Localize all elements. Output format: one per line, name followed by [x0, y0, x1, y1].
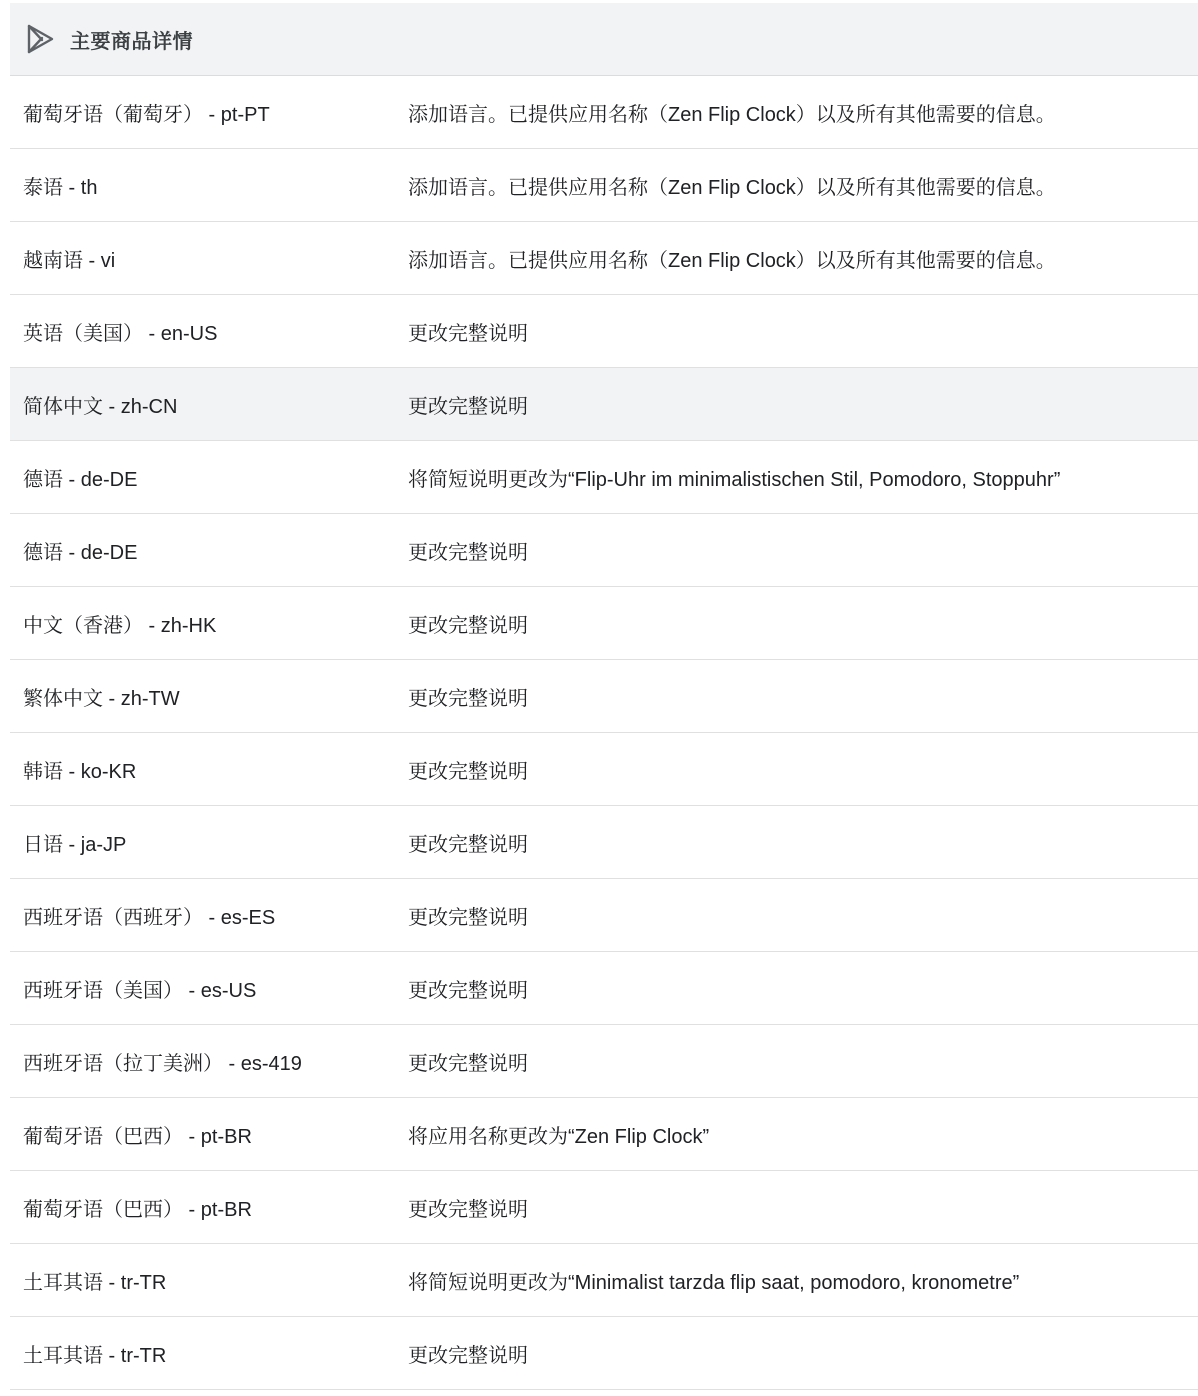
- change-cell: 更改完整说明: [408, 760, 528, 783]
- language-cell: 泰语 - th: [23, 176, 98, 199]
- language-cell: 简体中文 - zh-CN: [23, 395, 178, 418]
- change-cell: 更改完整说明: [408, 395, 528, 418]
- language-cell: 土耳其语 - tr-TR: [23, 1344, 167, 1367]
- change-cell: 更改完整说明: [408, 687, 528, 710]
- language-cell: 中文（香港） - zh-HK: [23, 614, 217, 637]
- list-item: [10, 1244, 1198, 1317]
- list-item-hovered: [10, 368, 1198, 441]
- language-cell: 繁体中文 - zh-TW: [23, 687, 180, 710]
- list-item: [10, 587, 1198, 660]
- list-item: [10, 222, 1198, 295]
- list-item: [10, 952, 1198, 1025]
- list-item: [10, 295, 1198, 368]
- language-cell: 英语（美国） - en-US: [23, 322, 218, 345]
- listing-changes-panel: [10, 3, 1198, 1390]
- changes-list: [10, 76, 1198, 1390]
- language-cell: 韩语 - ko-KR: [23, 760, 137, 783]
- change-cell: 添加语言。已提供应用名称（Zen Flip Clock）以及所有其他需要的信息。: [408, 249, 1056, 272]
- language-cell: 越南语 - vi: [23, 249, 116, 272]
- change-cell: 更改完整说明: [408, 1344, 528, 1367]
- language-cell: 土耳其语 - tr-TR: [23, 1271, 167, 1294]
- change-cell: 更改完整说明: [408, 541, 528, 564]
- list-item: [10, 1098, 1198, 1171]
- list-item: [10, 1171, 1198, 1244]
- list-item: [10, 806, 1198, 879]
- change-cell: 更改完整说明: [408, 1198, 528, 1221]
- change-cell: 更改完整说明: [408, 322, 528, 345]
- language-cell: 西班牙语（美国） - es-US: [23, 979, 257, 1002]
- play-store-icon: [23, 22, 57, 56]
- list-item: [10, 441, 1198, 514]
- list-item: [10, 1025, 1198, 1098]
- change-cell: 更改完整说明: [408, 1052, 528, 1075]
- change-cell: 更改完整说明: [408, 614, 528, 637]
- change-cell: 更改完整说明: [408, 979, 528, 1002]
- list-item: [10, 514, 1198, 587]
- language-cell: 西班牙语（拉丁美洲） - es-419: [23, 1052, 302, 1075]
- list-item: [10, 879, 1198, 952]
- change-cell: 更改完整说明: [408, 906, 528, 929]
- change-cell: 将简短说明更改为“Flip-Uhr im minimalistischen Stil, Pomodoro, Stoppuhr”: [408, 468, 1061, 491]
- change-cell: 更改完整说明: [408, 833, 528, 856]
- language-cell: 葡萄牙语（巴西） - pt-BR: [23, 1125, 252, 1148]
- language-cell: 葡萄牙语（巴西） - pt-BR: [23, 1198, 252, 1221]
- list-item: [10, 149, 1198, 222]
- change-cell: 将应用名称更改为“Zen Flip Clock”: [408, 1125, 710, 1148]
- section-title: 主要商品详情: [70, 30, 193, 53]
- change-cell: 添加语言。已提供应用名称（Zen Flip Clock）以及所有其他需要的信息。: [408, 103, 1056, 126]
- list-item: [10, 733, 1198, 806]
- change-cell: 将简短说明更改为“Minimalist tarzda flip saat, pomodoro, kronometre”: [408, 1271, 1020, 1294]
- language-cell: 西班牙语（西班牙） - es-ES: [23, 906, 276, 929]
- change-cell: 添加语言。已提供应用名称（Zen Flip Clock）以及所有其他需要的信息。: [408, 176, 1056, 199]
- list-item: [10, 660, 1198, 733]
- language-cell: 日语 - ja-JP: [23, 833, 127, 856]
- section-header: [10, 3, 1198, 76]
- list-item: [10, 76, 1198, 149]
- language-cell: 葡萄牙语（葡萄牙） - pt-PT: [23, 103, 270, 126]
- list-item: [10, 1317, 1198, 1390]
- language-cell: 德语 - de-DE: [23, 541, 138, 564]
- language-cell: 德语 - de-DE: [23, 468, 138, 491]
